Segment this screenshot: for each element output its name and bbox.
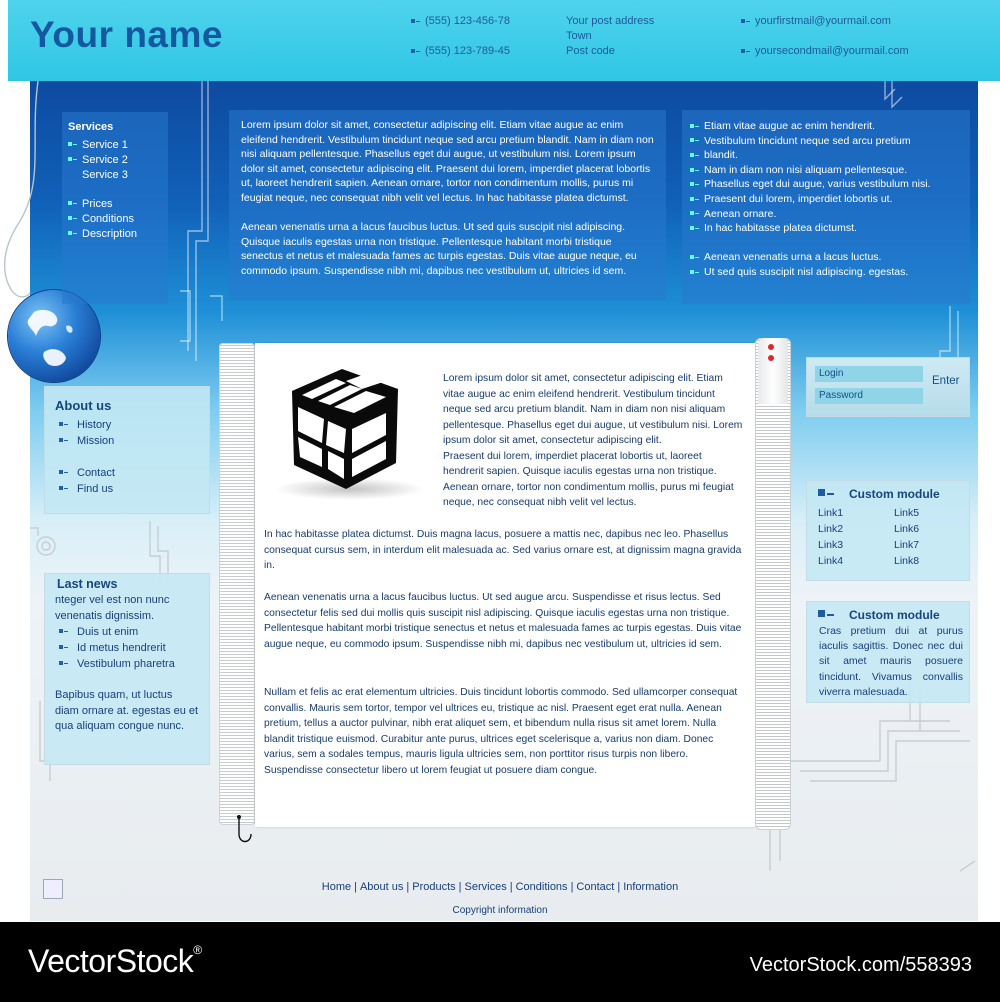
custom-module-title: Custom module	[849, 487, 940, 501]
phone-2: (555) 123-789-45	[411, 44, 510, 59]
mission-link[interactable]: Mission	[55, 433, 199, 449]
custom-module-links	[806, 480, 970, 581]
phone-1: (555) 123-456-78	[411, 14, 510, 29]
copyright: Copyright information	[452, 905, 548, 916]
scroll-right-roll[interactable]	[755, 338, 791, 830]
list-item: Nam in diam non nisi aliquam pellentesque.	[690, 163, 962, 178]
list-item: Aenean ornare.	[690, 207, 962, 222]
news-item[interactable]: Duis ut enim	[55, 624, 199, 640]
bullet-icon	[690, 196, 699, 203]
link-3[interactable]: Link3	[818, 539, 844, 551]
bullet-icon	[690, 254, 699, 261]
watermark-banner	[0, 922, 1000, 1002]
link-7[interactable]: Link7	[894, 539, 920, 551]
brand-name[interactable]: Your name	[30, 14, 223, 55]
list-item: Praesent dui lorem, imperdiet lobortis ut.	[690, 192, 962, 207]
bullet-icon	[59, 421, 68, 428]
prices-link[interactable]: Prices	[68, 197, 162, 212]
custom-module-text	[806, 601, 970, 703]
about-us-panel	[44, 386, 210, 514]
link-5[interactable]: Link5	[894, 507, 920, 519]
email-2[interactable]: yoursecondmail@yourmail.com	[741, 44, 909, 59]
list-item: Aenean venenatis urna a lacus luctus.	[690, 250, 962, 265]
history-link[interactable]: History	[55, 417, 199, 433]
bullet-icon	[690, 137, 699, 144]
address-block	[566, 14, 654, 59]
bullet-icon	[59, 628, 68, 635]
last-news-panel	[44, 573, 210, 765]
bullet-icon	[690, 152, 699, 159]
footer-link-about[interactable]: About us	[359, 881, 404, 893]
bullet-icon	[690, 225, 699, 232]
enter-button[interactable]: Enter	[932, 375, 960, 387]
bullet-icon	[690, 210, 699, 217]
red-dot-icon	[768, 355, 774, 361]
list-item: Ut sed quis suscipit nisl adipiscing. egestas.	[690, 265, 962, 280]
bullet-icon	[68, 230, 77, 237]
list-item: In hac habitasse platea dictumst.	[690, 221, 962, 236]
main-paragraph-1: Lorem ipsum dolor sit amet, consectetur adipiscing elit. Etiam vitae augue ac enim eleifend hendrerit. Vestibulum tincidunt neque sed arcu pretium blandit. Nam in diam non nisi aliquam pellentesque. Phasellus eget dui augue, ut vestibulum nisi. Lorem ipsum dolor sit amet, consectetur adipiscing elit. Praesent dui lorem, imperdiet placerat lobortis ut, laoreet hendrerit sapien. Quisque iaculis egestas urna non tristique. Aenean ornare, tortor non condimentum mollis, purus mi feugiat neque, nec consequat nibh velit vel lectus.	[443, 373, 743, 508]
service-3-link[interactable]: Service 3	[82, 168, 128, 181]
bullet-icon	[68, 200, 77, 207]
email-list	[741, 14, 909, 59]
module-icon	[818, 489, 834, 497]
last-news-title: Last news	[57, 577, 118, 591]
list-item: blandit.	[690, 148, 962, 163]
bullet-icon	[411, 18, 420, 25]
about-us-title: About us	[55, 398, 112, 413]
main-paragraph-3: Nullam et felis ac erat elementum ultricies. Duis tincidunt lobortis commodo. Sed ullamcorper consequat convallis. Mauris sem tortor, tempor vel ultrices eu, tristique ac nisl. Praesent eget erat nulla. Aenean pretium, tellus a auctor pulvinar, nibh erat aliquet sem, et bibendum nulla risus sit amet lorem. Nulla blandit tristique euismod. Curabitur ante purus, ultrices eget scelerisque a, varius non diam. Donec varius, sem a sodales tempus, mauris ligula ultricies sem, non porttitor risus turpis non libero. Suspendisse consectetur libero ut lorem feugiat ut posuere diam congue.	[264, 687, 738, 776]
bullet-icon	[741, 48, 750, 55]
red-dot-icon	[768, 344, 774, 350]
site-header	[8, 0, 1000, 81]
news-text-1: nteger vel est non nunc venenatis dignissim.	[55, 594, 170, 622]
custom-module-title: Custom module	[849, 608, 940, 622]
bullet-icon	[68, 141, 77, 148]
bullet-icon	[741, 18, 750, 25]
footer-link-products[interactable]: Products	[412, 881, 456, 893]
address-town: Town	[566, 30, 592, 42]
footer-link-services[interactable]: Services	[464, 881, 507, 893]
address-postcode: Post code	[566, 45, 615, 57]
module-icon	[818, 610, 834, 618]
cord-decoration	[0, 81, 60, 321]
link-4[interactable]: Link4	[818, 555, 844, 567]
watermark-id: VectorStock.com/558393	[749, 954, 972, 976]
footer-link-information[interactable]: Information	[623, 881, 679, 893]
bullet-icon	[411, 48, 420, 55]
service-1-link[interactable]: Service 1	[68, 138, 162, 153]
bullet-icon	[68, 215, 77, 222]
conditions-link[interactable]: Conditions	[68, 212, 162, 227]
services-title: Services	[68, 121, 114, 133]
feature-list-panel	[682, 110, 970, 304]
bullet-icon	[59, 644, 68, 651]
find-us-link[interactable]: Find us	[55, 481, 199, 497]
phone-list	[411, 14, 510, 59]
custom-module-body: Cras pretium dui at purus iaculis sagittis. Donec nec dui sit amet mauris posuere tincidunt. Vivamus convallis viverra malesuada.	[819, 625, 963, 698]
bullet-icon	[690, 181, 699, 188]
address-line: Your post address	[566, 15, 655, 27]
description-link[interactable]: Description	[68, 227, 162, 242]
password-field[interactable]: Password	[815, 388, 923, 404]
login-form	[806, 357, 970, 417]
footer-link-contact[interactable]: Contact	[576, 881, 615, 893]
link-8[interactable]: Link8	[894, 555, 920, 567]
hook-icon	[229, 814, 269, 854]
intro-paragraph-1: Lorem ipsum dolor sit amet, consectetur adipiscing elit. Etiam vitae augue ac enim eleifend hendrerit. Vestibulum tincidunt neque sed arcu pretium blandit. Nam in diam non nisi aliquam pellentesque. Phasellus eget dui augue, ut vestibulum nisi. Lorem ipsum dolor sit amet, consectetur adipiscing elit. Praesent dui lorem, imperdiet placerat lobortis ut, laoreet hendrerit sapien. Aenean ornare, tortor non condimentum mollis, purus mi feugiat neque, nec consequat nibh velit vel lectus. In hac habitasse platea dictumst.	[241, 119, 654, 204]
contact-link[interactable]: Contact	[55, 465, 199, 481]
bullet-icon	[59, 485, 68, 492]
news-item[interactable]: Id metus hendrerit	[55, 640, 199, 656]
footer-link-conditions[interactable]: Conditions	[515, 881, 568, 893]
footer-link-home[interactable]: Home	[321, 881, 352, 893]
bullet-icon	[690, 269, 699, 276]
bullet-icon	[690, 123, 699, 130]
bullet-icon	[690, 167, 699, 174]
bullet-icon	[59, 469, 68, 476]
bullet-icon	[59, 437, 68, 444]
scroll-left-roll	[219, 343, 255, 825]
services-panel	[62, 112, 168, 304]
watermark-logo: VectorStock®	[28, 943, 202, 979]
main-paragraph-1-continued: In hac habitasse platea dictumst. Duis magna lacus, posuere a mattis nec, dapibus nec leo. Phasellus consequat cursus sem, in interdum elit malesuada ac. Sed varius ornare est, at dignissim magna gravida in.	[264, 529, 742, 571]
cube-icon	[288, 367, 400, 491]
login-field[interactable]: Login	[815, 366, 923, 382]
email-1[interactable]: yourfirstmail@yourmail.com	[741, 14, 909, 29]
intro-panel	[229, 110, 666, 300]
bullet-icon	[59, 660, 68, 667]
link-1[interactable]: Link1	[818, 507, 844, 519]
link-2[interactable]: Link2	[818, 523, 844, 535]
news-text-2: Bapibus quam, ut luctus diam ornare at. egestas eu et qua aliquam congue nunc.	[55, 689, 199, 732]
link-6[interactable]: Link6	[894, 523, 920, 535]
main-paragraph-2: Aenean venenatis urna a lacus faucibus luctus. Ut sed augue arcu. Suspendisse et risus lectus. Sed consectetur felis sed dui mollis quis suscipit nisl adipiscing. Quisque iaculis egestas urna non tristique. Pellentesque habitant morbi tristique senectus et netus et malesuada fames ac turpis egestas. Duis vitae augue neque, eu commodo ipsum. Suspendisse nibh mi, dapibus nec vestibulum ut, ultricies id sem.	[264, 592, 742, 650]
news-item[interactable]: Vestibulum pharetra	[55, 656, 199, 672]
intro-paragraph-2: Aenean venenatis urna a lacus faucibus luctus. Ut sed quis suscipit nisl adipiscing. Quisque iaculis egestas urna non tristique. Pellentesque habitant morbi tristique senectus et netus et malesuada fames ac turpis egestas. Duis vitae augue neque, eu commodo ipsum. Suspendisse nibh mi, dapibus nec vestibulum ut, ultricies id sem.	[241, 221, 637, 277]
footer-nav: Home | About us | Products | Services | Conditions | Contact | Information	[321, 881, 679, 893]
service-2-link[interactable]: Service 2	[68, 153, 162, 168]
bullet-icon	[68, 156, 77, 163]
list-item: Vestibulum tincidunt neque sed arcu pretium	[690, 134, 962, 149]
list-item: Etiam vitae augue ac enim hendrerit.	[690, 119, 962, 134]
list-item: Phasellus eget dui augue, varius vestibulum nisi.	[690, 177, 962, 192]
